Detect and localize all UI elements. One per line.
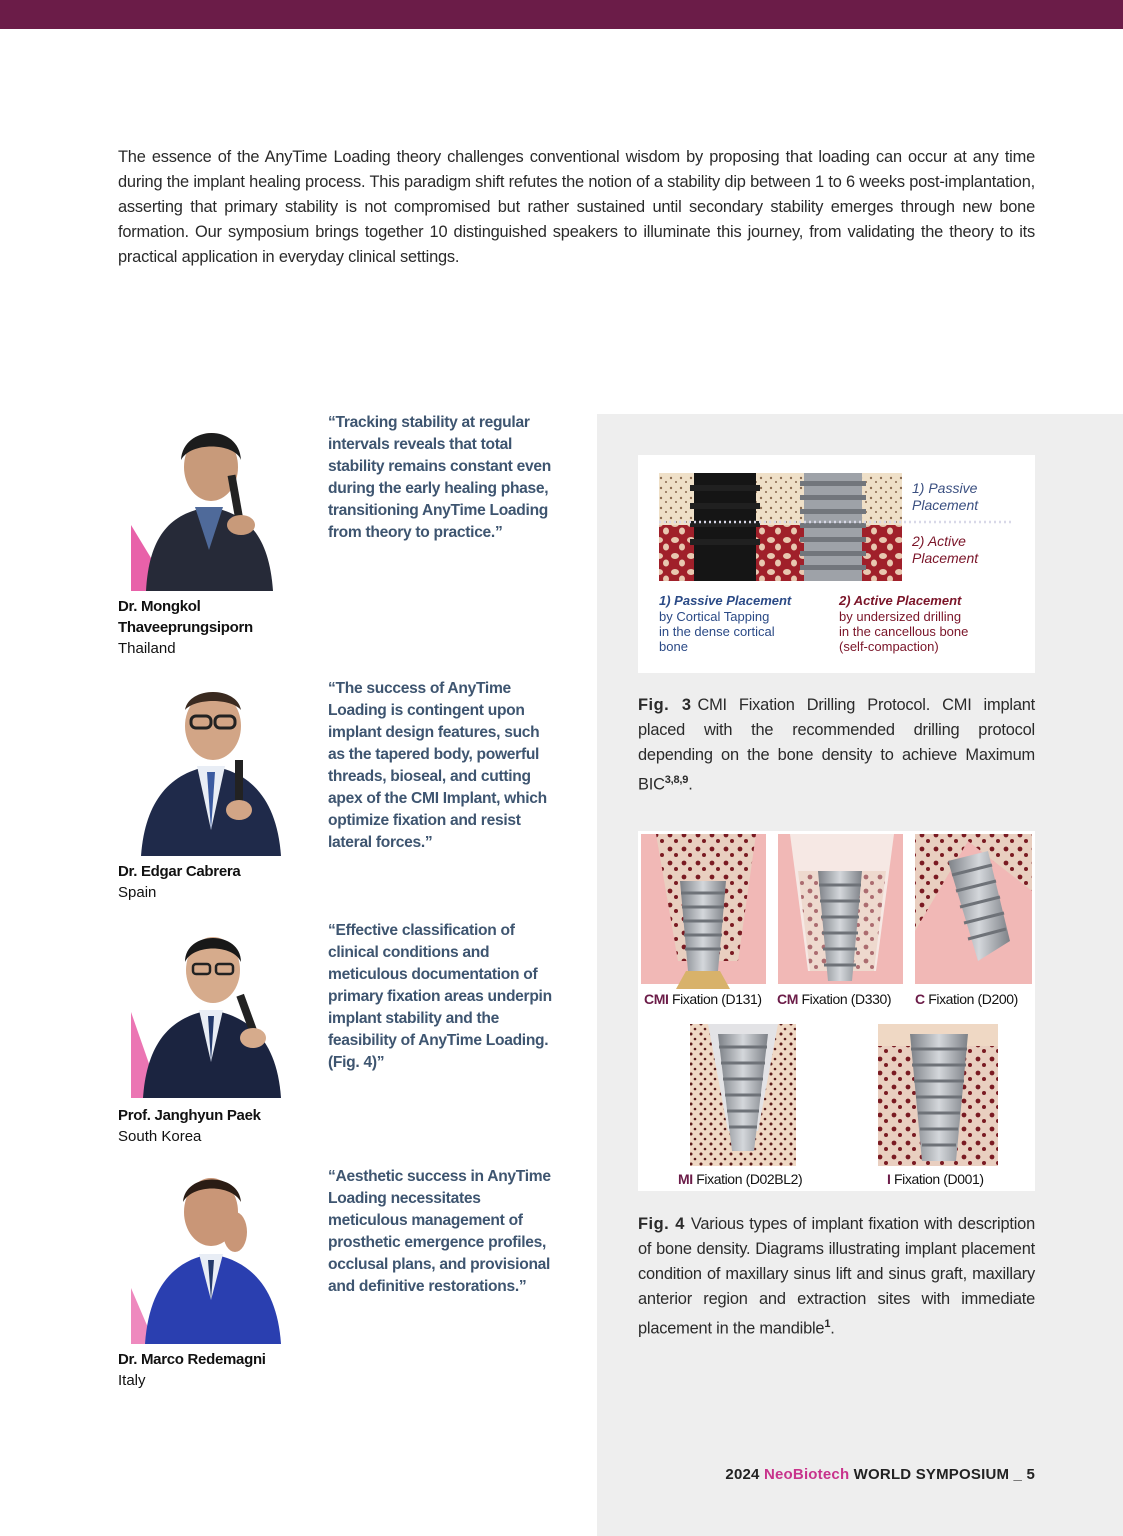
fig4-label: Fig. 4	[638, 1215, 685, 1233]
speaker-country: South Korea	[118, 1128, 202, 1145]
legend-active-1: 2) Active	[912, 533, 966, 549]
fig4-caption-end: .	[830, 1319, 835, 1338]
fig3-caption	[638, 693, 1035, 797]
speaker-country: Italy	[118, 1372, 146, 1389]
speaker-photo-redemagni	[131, 1168, 287, 1344]
page-footer	[725, 1466, 1035, 1483]
speaker-country: Spain	[118, 884, 157, 901]
fig4-caption	[638, 1212, 1035, 1341]
footer-title: WORLD SYMPOSIUM _ 5	[849, 1466, 1035, 1483]
speaker-photo-cabrera	[131, 680, 287, 856]
fig4-illustration	[638, 831, 1035, 1191]
footer-brand: NeoBiotech	[763, 1466, 850, 1483]
speaker-name-block	[118, 861, 308, 903]
legend-active-2: Placement	[912, 550, 979, 566]
fixation-label: CM Fixation (D330)	[777, 991, 892, 1007]
speaker-quote	[328, 920, 558, 1074]
speaker-country: Thailand	[118, 640, 176, 657]
speaker-name: Dr. Mongkol Thaveeprungsiporn	[118, 598, 253, 636]
speaker-quote-text: “Effective classification of clinical conditions and meticulous documentation of primary fixation areas underpin implant stability and the feasibility of AnyTime Loading.	[328, 922, 552, 1049]
speaker-quote: “Aesthetic success in AnyTime Loading necessitates meticulous management of prosthetic emergence profiles, occlusal plans, and provisional and definitive restorations.”	[328, 1168, 551, 1295]
fig3-label: Fig. 3	[638, 696, 692, 714]
speaker-photo-mongkol	[131, 415, 287, 591]
passive-title: 1) Passive Placement	[659, 593, 792, 608]
fig3-caption-end: .	[688, 775, 693, 794]
top-brand-bar	[0, 0, 1123, 29]
speaker-name: Dr. Marco Redemagni	[118, 1351, 266, 1368]
figure-reference: (Fig. 4)	[328, 1054, 377, 1071]
speaker-name-block	[118, 1349, 308, 1391]
fixation-label: CMI Fixation (D131)	[644, 991, 762, 1007]
active-line: (self-compaction)	[839, 639, 939, 654]
speaker-photo-paek	[131, 922, 287, 1098]
passive-line: in the dense cortical	[659, 624, 775, 639]
speaker-quote: “Tracking stability at regular intervals reveals that total stability remains constant even during the early healing phase, transitioning AnyTime Loading from theory to practice.”	[328, 414, 551, 541]
intro-paragraph: The essence of the AnyTime Loading theory challenges conventional wisdom by proposing that loading can occur at any time during the implant healing process. This paradigm shift refutes the notion of a stability dip between 1 to 6 weeks post-implantation, asserting that primary stability is not compromised but rather sustained until secondary stability emerges through new bone formation. Our symposium brings together 10 distinguished speakers to illuminate this journey, from validating the theory to its practical application in everyday clinical settings.	[118, 148, 1035, 266]
speaker-quote: “The success of AnyTime Loading is contingent upon implant design features, such as the tapered body, powerful threads, bioseal, and cutting apex of the CMI Implant, which optimize fixation and resist lateral forces.”	[328, 680, 547, 851]
footer-year: 2024	[725, 1466, 764, 1483]
fig3-illustration	[638, 455, 1035, 673]
speaker-quote-end: ”	[376, 1054, 385, 1071]
speaker-name: Prof. Janghyun Paek	[118, 1107, 261, 1124]
speaker-name-block	[118, 1105, 308, 1147]
speaker-name-block	[118, 596, 308, 659]
fig4-caption-text: Various types of implant fixation with description of bone density. Diagrams illustrating implant placement condition of maxillary sinus lift and sinus graft, maxillary anterior region and extraction sites with immediate placement in the mandible	[638, 1215, 1035, 1338]
fig3-citation: 3,8,9	[664, 774, 689, 786]
fig3-caption-text: CMI Fixation Drilling Protocol. CMI implant placed with the recommended drilling protocol depending on the bone density to achieve Maximum BIC	[638, 696, 1035, 794]
fixation-label: MI Fixation (D02BL2)	[678, 1171, 803, 1187]
fixation-label: C Fixation (D200)	[915, 991, 1018, 1007]
legend-passive-1: 1) Passive	[912, 480, 978, 496]
legend-passive-2: Placement	[912, 497, 979, 513]
passive-line: by Cortical Tapping	[659, 609, 770, 624]
speaker-name: Dr. Edgar Cabrera	[118, 863, 241, 880]
active-line: by undersized drilling	[839, 609, 962, 624]
active-title: 2) Active Placement	[839, 593, 962, 608]
fig4-citation: 1	[824, 1318, 831, 1330]
active-line: in the cancellous bone	[839, 624, 969, 639]
fixation-label: I Fixation (D001)	[887, 1171, 984, 1187]
passive-line: bone	[659, 639, 688, 654]
